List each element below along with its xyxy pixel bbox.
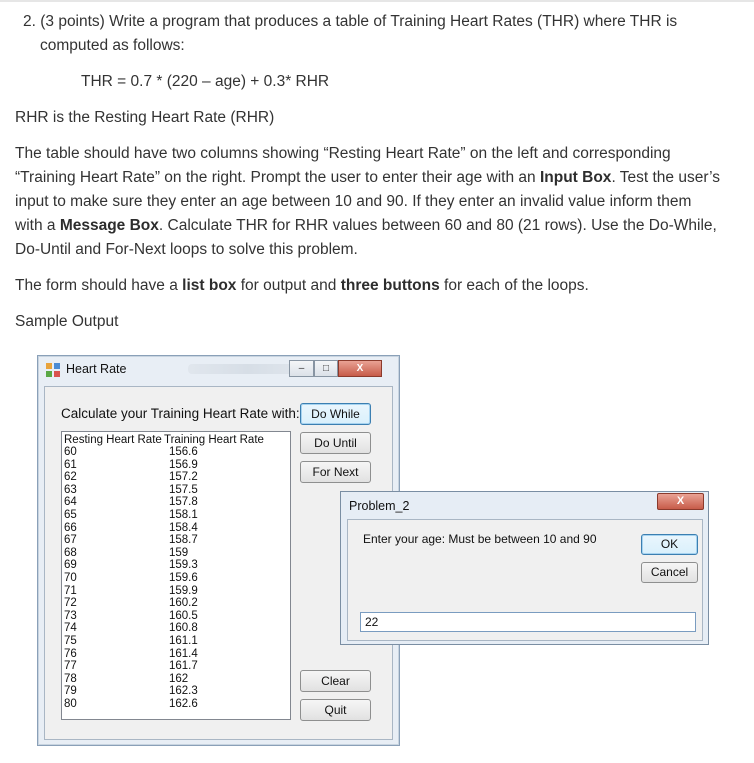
formula: THR = 0.7 * (220 – age) + 0.3* RHR: [81, 73, 330, 90]
rhr-value: 66: [64, 521, 77, 534]
top-divider: [0, 0, 754, 2]
list-row[interactable]: [62, 560, 290, 572]
do-until-button[interactable]: Do Until: [300, 432, 371, 454]
list-row[interactable]: [62, 485, 290, 497]
list-row[interactable]: [62, 523, 290, 535]
thr-value: 158.4: [169, 521, 198, 534]
thr-value: 157.8: [169, 496, 198, 509]
rhr-value: 68: [64, 546, 77, 559]
list-row[interactable]: [62, 586, 290, 598]
thr-value: 159.6: [169, 572, 198, 584]
thr-value: 162: [169, 672, 189, 685]
rhr-value: 69: [64, 559, 77, 572]
maximize-button[interactable]: □: [314, 360, 338, 377]
list-row[interactable]: [62, 573, 290, 585]
list-row[interactable]: [62, 460, 290, 472]
dialog-close-button[interactable]: X: [657, 493, 704, 510]
rhr-value: 77: [64, 660, 77, 673]
question-line-2: computed as follows:: [40, 37, 185, 54]
list-row[interactable]: [62, 497, 290, 509]
window-controls: [289, 360, 389, 378]
rhr-value: 72: [64, 597, 77, 610]
rhr-value: 63: [64, 483, 77, 496]
rhr-value: 60: [64, 446, 77, 458]
thr-value: 156.9: [169, 458, 198, 471]
clear-button[interactable]: Clear: [300, 670, 371, 692]
quit-button[interactable]: Quit: [300, 699, 371, 721]
do-while-button[interactable]: Do While: [300, 403, 371, 425]
list-row[interactable]: [62, 623, 290, 635]
thr-value: 160.8: [169, 622, 198, 635]
dialog-client-area: [347, 519, 703, 641]
window-titlebar[interactable]: [38, 356, 399, 384]
rhr-value: 78: [64, 672, 77, 685]
rhr-value: 74: [64, 622, 77, 635]
list-row[interactable]: [62, 472, 290, 484]
list-row[interactable]: [62, 535, 290, 547]
thr-value: 160.2: [169, 597, 198, 610]
thr-value: 162.3: [169, 685, 198, 698]
thr-value: 161.4: [169, 647, 198, 660]
list-row[interactable]: [62, 447, 290, 459]
list-row[interactable]: [62, 661, 290, 673]
rhr-value: 71: [64, 584, 77, 597]
thr-value: 159: [169, 546, 189, 559]
thr-value: 161.7: [169, 660, 198, 673]
thr-value: 161.1: [169, 635, 198, 647]
thr-value: 156.6: [169, 446, 198, 458]
window-title: Heart Rate: [66, 362, 127, 376]
list-row[interactable]: [62, 686, 290, 698]
description-line: with a Message Box. Calculate THR for RHR values between 60 and 80 (21 rows). Use the Do-While,: [15, 217, 717, 234]
rhr-value: 76: [64, 647, 77, 660]
thr-value: 162.6: [169, 698, 198, 710]
description-line: input to make sure they enter an age between 10 and 90. If they enter an invalid value inform them: [15, 193, 692, 210]
rhr-value: 67: [64, 534, 77, 547]
list-row[interactable]: [62, 674, 290, 686]
input-dialog: [340, 491, 709, 645]
ok-button[interactable]: OK: [641, 534, 698, 555]
app-icon: [46, 363, 60, 377]
thr-value: 159.9: [169, 584, 198, 597]
thr-value: 158.1: [169, 509, 198, 521]
list-row[interactable]: [62, 598, 290, 610]
thr-value: 160.5: [169, 609, 198, 622]
question-line-1: 2. (3 points) Write a program that produces a table of Training Heart Rates (THR) where THR is: [23, 13, 678, 30]
rhr-value: 65: [64, 509, 77, 521]
rhr-value: 75: [64, 635, 77, 647]
rhr-value: 64: [64, 496, 77, 509]
rhr-value: 79: [64, 685, 77, 698]
list-row[interactable]: [62, 548, 290, 560]
thr-value: 158.7: [169, 534, 198, 547]
rhr-value: 70: [64, 572, 77, 584]
rhr-value: 61: [64, 458, 77, 471]
thr-value: 157.2: [169, 471, 198, 484]
calculate-label: Calculate your Training Heart Rate with:: [61, 406, 300, 421]
cancel-button[interactable]: Cancel: [641, 562, 698, 583]
list-header-thr: Training Heart Rate: [164, 434, 264, 446]
close-button[interactable]: X: [338, 360, 382, 377]
list-row[interactable]: [62, 649, 290, 661]
rhr-value: 62: [64, 471, 77, 484]
for-next-button[interactable]: For Next: [300, 461, 371, 483]
age-input[interactable]: 22: [360, 612, 696, 632]
form-requirements: The form should have a list box for output and three buttons for each of the loops.: [15, 277, 589, 294]
dialog-prompt: Enter your age: Must be between 10 and 90: [363, 532, 597, 546]
rhr-definition: RHR is the Resting Heart Rate (RHR): [15, 109, 275, 126]
sample-output-label: Sample Output: [15, 313, 119, 330]
output-listbox[interactable]: [61, 431, 291, 720]
description-line: “Training Heart Rate” on the right. Prompt the user to enter their age with an Input Box. Test the user’s: [15, 169, 720, 186]
description-line: Do-Until and For-Next loops to solve this problem.: [15, 241, 358, 258]
rhr-value: 73: [64, 609, 77, 622]
thr-value: 159.3: [169, 559, 198, 572]
minimize-button[interactable]: –: [289, 360, 314, 377]
list-row[interactable]: [62, 611, 290, 623]
list-header-rhr: Resting Heart Rate: [64, 434, 162, 446]
list-row[interactable]: [62, 510, 290, 522]
dialog-title: Problem_2: [349, 499, 410, 513]
thr-value: 157.5: [169, 483, 198, 496]
list-row[interactable]: [62, 636, 290, 648]
rhr-value: 80: [64, 698, 77, 710]
list-row[interactable]: [62, 699, 290, 711]
description-line: The table should have two columns showing “Resting Heart Rate” on the left and corresponding: [15, 145, 671, 162]
